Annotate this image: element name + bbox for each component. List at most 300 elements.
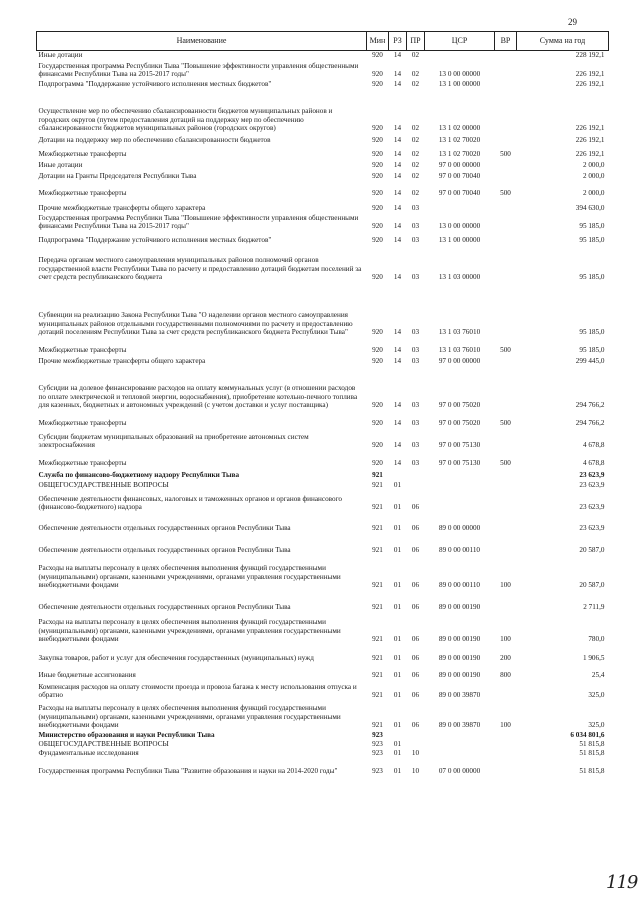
cell-pr: 06 bbox=[411, 581, 420, 590]
cell-min: 920 bbox=[372, 419, 383, 428]
cell-vr bbox=[495, 758, 517, 776]
cell-pr: 02 bbox=[411, 51, 420, 60]
table-row bbox=[37, 590, 609, 612]
table-row bbox=[37, 512, 609, 533]
cell-sum: 228 192,1 bbox=[575, 51, 605, 60]
handwritten-page-mark: 119 bbox=[606, 872, 638, 893]
table-row bbox=[37, 644, 609, 663]
cell-rz: 14 bbox=[393, 172, 402, 181]
cell-vr bbox=[495, 366, 517, 410]
cell-name: Прочие межбюджетные трансферты общего характера bbox=[38, 204, 206, 213]
cell-pr: 06 bbox=[411, 654, 420, 663]
cell-name: Министерство образования и науки Республики Тыва bbox=[38, 731, 215, 740]
cell-min: 920 bbox=[372, 189, 383, 198]
cell-name: Расходы на выплаты персоналу в целях обеспечения выполнения функций государственными (муниципальными) органами, казенными учреждениями, органами управления государственными внебюджетными фондами bbox=[38, 564, 341, 590]
cell-min: 921 bbox=[372, 481, 383, 490]
cell-csr: 97 0 00 75130 bbox=[438, 459, 481, 468]
cell-sum: 25,4 bbox=[591, 671, 605, 680]
cell-min: 920 bbox=[372, 328, 383, 337]
cell-csr bbox=[425, 490, 495, 512]
cell-rz: 01 bbox=[393, 603, 402, 612]
cell-rz: 14 bbox=[393, 236, 402, 245]
cell-min: 921 bbox=[372, 671, 383, 680]
cell-csr bbox=[425, 468, 495, 480]
cell-min: 921 bbox=[372, 581, 383, 590]
cell-sum: 51 815,8 bbox=[579, 767, 605, 776]
cell-csr: 97 0 00 75020 bbox=[438, 401, 481, 410]
table-row bbox=[37, 181, 609, 198]
cell-csr bbox=[425, 730, 495, 740]
cell-name: Передача органам местного самоуправления муниципальных районов полномочий органов государственной власти Республики Тыва по расчету и предоставлению дотаций бюджетам поселений за счет средств республиканского бюджета bbox=[38, 256, 362, 282]
cell-vr bbox=[495, 198, 517, 213]
cell-pr: 03 bbox=[411, 273, 420, 282]
cell-pr: 03 bbox=[411, 459, 420, 468]
table-row bbox=[37, 51, 609, 60]
cell-csr: 13 1 00 00000 bbox=[438, 80, 481, 89]
cell-name: Подпрограмма "Поддержание устойчивого исполнения местных бюджетов" bbox=[38, 236, 272, 245]
cell-sum: 51 815,8 bbox=[579, 749, 605, 758]
cell-sum: 20 587,0 bbox=[579, 546, 605, 555]
cell-sum: 226 192,1 bbox=[575, 80, 605, 89]
cell-sum: 325,0 bbox=[588, 721, 605, 730]
table-row bbox=[37, 758, 609, 776]
table-row bbox=[37, 89, 609, 133]
cell-name: Иные бюджетные ассигнования bbox=[38, 671, 136, 680]
cell-csr: 97 0 00 75130 bbox=[438, 441, 481, 450]
cell-csr: 89 0 00 00190 bbox=[438, 603, 481, 612]
cell-csr: 13 1 03 76010 bbox=[438, 328, 481, 337]
cell-pr: 03 bbox=[411, 357, 420, 366]
cell-csr: 89 0 00 00000 bbox=[438, 524, 481, 533]
cell-rz: 01 bbox=[393, 767, 402, 776]
header-name: Наименование bbox=[37, 32, 367, 51]
cell-vr bbox=[495, 590, 517, 612]
cell-vr bbox=[495, 60, 517, 79]
cell-sum: 2 000,0 bbox=[582, 189, 605, 198]
cell-rz: 01 bbox=[393, 481, 402, 490]
cell-name: Обеспечение деятельности финансовых, налоговых и таможенных органов и органов финансового (финансово-бюджетного) надзора bbox=[38, 494, 342, 512]
cell-vr bbox=[495, 749, 517, 758]
table-row bbox=[37, 612, 609, 644]
table-row bbox=[37, 170, 609, 181]
table-row bbox=[37, 480, 609, 490]
cell-min: 920 bbox=[372, 161, 383, 170]
cell-vr: 100 bbox=[500, 581, 511, 590]
cell-csr: 97 0 00 75020 bbox=[438, 419, 481, 428]
cell-min: 920 bbox=[372, 357, 383, 366]
cell-csr: 97 0 00 00000 bbox=[438, 357, 481, 366]
table-row bbox=[37, 730, 609, 740]
cell-sum: 2 000,0 bbox=[582, 161, 605, 170]
cell-name: Субсидии на долевое финансирование расходов на оплату коммунальных услуг (в отношении расходов по оплате электрической и тепловой энергии, водоснабжения), приобретение котельно-печного топлива для казенных, бюджетных и автономных учреждений (с учетом доставки и услуг поставщика) bbox=[38, 384, 358, 410]
cell-min: 920 bbox=[372, 136, 383, 145]
table-row bbox=[37, 231, 609, 245]
cell-vr: 500 bbox=[500, 419, 511, 428]
cell-pr: 02 bbox=[411, 161, 420, 170]
cell-vr bbox=[495, 428, 517, 450]
cell-min: 921 bbox=[372, 524, 383, 533]
cell-pr: 06 bbox=[411, 524, 420, 533]
cell-min: 920 bbox=[372, 51, 383, 60]
cell-name: Субвенции на реализацию Закона Республики Тыва "О наделении органов местного самоуправления муниципальных районов отдельными государственными полномочиями по расчету и предоставлению дотаций поселениям Республики Тыва за счет средств республиканского бюджета Республики Тыва" bbox=[38, 311, 353, 337]
cell-csr: 13 0 00 00000 bbox=[438, 222, 481, 231]
cell-min: 923 bbox=[372, 731, 383, 740]
cell-vr: 500 bbox=[500, 346, 511, 355]
cell-pr: 02 bbox=[411, 150, 420, 159]
cell-sum: 394 630,0 bbox=[575, 204, 605, 213]
cell-rz: 01 bbox=[393, 740, 402, 749]
cell-min: 920 bbox=[372, 459, 383, 468]
cell-rz: 01 bbox=[393, 671, 402, 680]
cell-rz: 01 bbox=[393, 721, 402, 730]
table-row bbox=[37, 79, 609, 89]
table-row bbox=[37, 282, 609, 337]
cell-pr: 06 bbox=[411, 635, 420, 644]
cell-name: Обеспечение деятельности отдельных государственных органов Республики Тыва bbox=[38, 524, 291, 533]
table-row bbox=[37, 533, 609, 555]
cell-rz: 01 bbox=[393, 503, 402, 512]
cell-pr bbox=[407, 740, 425, 749]
cell-pr: 02 bbox=[411, 189, 420, 198]
cell-vr bbox=[495, 680, 517, 700]
cell-csr: 89 0 00 00110 bbox=[438, 546, 481, 555]
cell-sum: 2 000,0 bbox=[582, 172, 605, 181]
cell-csr: 13 1 03 00000 bbox=[438, 273, 481, 282]
cell-pr: 03 bbox=[411, 328, 420, 337]
cell-csr: 97 0 00 00000 bbox=[438, 161, 481, 170]
cell-rz: 14 bbox=[393, 401, 402, 410]
cell-sum: 226 192,1 bbox=[575, 136, 605, 145]
cell-vr bbox=[495, 79, 517, 89]
cell-name: Служба по финансово-бюджетному надзору Республики Тыва bbox=[38, 471, 240, 480]
cell-sum: 1 906,5 bbox=[582, 654, 605, 663]
cell-sum: 23 623,9 bbox=[579, 481, 605, 490]
cell-name: Дотации на поддержку мер по обеспечению сбалансированности бюджетов bbox=[38, 136, 271, 145]
cell-name: Осуществление мер по обеспечению сбалансированности бюджетов муниципальных районов и городских округов (путем предоставления дотаций на поддержку мер по обеспечению сбалансированности бюджетов муниципальных районов (городских округов) bbox=[38, 107, 333, 133]
cell-pr: 06 bbox=[411, 691, 420, 700]
cell-sum: 95 185,0 bbox=[579, 222, 605, 231]
cell-rz: 14 bbox=[393, 328, 402, 337]
cell-name: Государственная программа Республики Тыва "Повышение эффективности управления общественными финансами Республики Тыва на 2015-2017 годы" bbox=[38, 213, 359, 231]
cell-min: 921 bbox=[372, 546, 383, 555]
cell-vr bbox=[495, 468, 517, 480]
cell-min: 923 bbox=[372, 749, 383, 758]
cell-name: Субсидии бюджетам муниципальных образований на приобретение автономных систем электроснабжения bbox=[38, 432, 309, 450]
cell-rz: 14 bbox=[393, 357, 402, 366]
cell-min: 921 bbox=[372, 691, 383, 700]
header-vr: ВР bbox=[495, 32, 517, 51]
budget-table bbox=[36, 31, 609, 776]
table-row bbox=[37, 663, 609, 680]
table-row bbox=[37, 133, 609, 145]
cell-pr: 03 bbox=[411, 419, 420, 428]
cell-min: 920 bbox=[372, 441, 383, 450]
cell-pr: 06 bbox=[411, 503, 420, 512]
cell-min: 920 bbox=[372, 150, 383, 159]
cell-min: 920 bbox=[372, 80, 383, 89]
cell-csr: 97 0 00 70040 bbox=[438, 189, 481, 198]
cell-rz: 01 bbox=[393, 654, 402, 663]
cell-min: 921 bbox=[372, 635, 383, 644]
cell-csr bbox=[425, 740, 495, 749]
table-row bbox=[37, 749, 609, 758]
cell-sum: 325,0 bbox=[588, 691, 605, 700]
cell-min: 920 bbox=[372, 204, 383, 213]
cell-sum: 4 678,8 bbox=[582, 459, 605, 468]
cell-name: Обеспечение деятельности отдельных государственных органов Республики Тыва bbox=[38, 546, 291, 555]
cell-sum: 95 185,0 bbox=[579, 346, 605, 355]
cell-name: Государственная программа Республики Тыва "Повышение эффективности управления общественными финансами Республики Тыва на 2015-2017 годы" bbox=[38, 61, 359, 79]
table-row bbox=[37, 410, 609, 428]
table-row bbox=[37, 198, 609, 213]
cell-csr: 13 1 02 70020 bbox=[438, 150, 481, 159]
cell-rz: 01 bbox=[393, 581, 402, 590]
cell-rz: 01 bbox=[393, 524, 402, 533]
cell-csr: 89 0 00 39870 bbox=[438, 691, 481, 700]
cell-vr bbox=[495, 282, 517, 337]
cell-pr: 02 bbox=[411, 80, 420, 89]
table-row bbox=[37, 245, 609, 282]
cell-pr: 06 bbox=[411, 603, 420, 612]
cell-csr bbox=[425, 198, 495, 213]
cell-csr: 89 0 00 00110 bbox=[438, 581, 481, 590]
cell-sum: 226 192,1 bbox=[575, 124, 605, 133]
cell-sum: 299 445,0 bbox=[575, 357, 605, 366]
cell-csr: 89 0 00 00190 bbox=[438, 635, 481, 644]
cell-vr: 500 bbox=[500, 189, 511, 198]
table-row bbox=[37, 450, 609, 468]
cell-sum: 294 766,2 bbox=[575, 419, 605, 428]
cell-rz: 01 bbox=[393, 546, 402, 555]
cell-sum: 6 034 801,6 bbox=[570, 731, 605, 740]
cell-min: 920 bbox=[372, 222, 383, 231]
cell-rz: 14 bbox=[393, 441, 402, 450]
cell-vr: 100 bbox=[500, 721, 511, 730]
cell-rz: 01 bbox=[393, 749, 402, 758]
cell-rz: 01 bbox=[393, 691, 402, 700]
cell-name: Межбюджетные трансферты bbox=[38, 459, 127, 468]
table-row bbox=[37, 337, 609, 355]
cell-pr: 03 bbox=[411, 441, 420, 450]
cell-name: Дотации на Гранты Председателя Республики Тыва bbox=[38, 172, 197, 181]
cell-rz bbox=[389, 468, 407, 480]
cell-sum: 23 623,9 bbox=[579, 471, 605, 480]
cell-pr bbox=[407, 480, 425, 490]
cell-sum: 780,0 bbox=[588, 635, 605, 644]
cell-vr bbox=[495, 355, 517, 366]
cell-sum: 20 587,0 bbox=[579, 581, 605, 590]
cell-vr: 800 bbox=[500, 671, 511, 680]
cell-pr: 10 bbox=[411, 767, 420, 776]
cell-name: Межбюджетные трансферты bbox=[38, 150, 127, 159]
cell-vr bbox=[495, 245, 517, 282]
table-row bbox=[37, 490, 609, 512]
cell-name: ОБЩЕГОСУДАРСТВЕННЫЕ ВОПРОСЫ bbox=[38, 740, 169, 749]
cell-rz: 14 bbox=[393, 161, 402, 170]
table-row bbox=[37, 159, 609, 170]
cell-min: 920 bbox=[372, 172, 383, 181]
cell-pr: 03 bbox=[411, 401, 420, 410]
cell-csr: 89 0 00 39870 bbox=[438, 721, 481, 730]
header-sum: Сумма на год bbox=[517, 32, 609, 51]
cell-csr: 97 0 00 70040 bbox=[438, 172, 481, 181]
table-row bbox=[37, 680, 609, 700]
cell-vr bbox=[495, 512, 517, 533]
cell-pr: 03 bbox=[411, 346, 420, 355]
table-row bbox=[37, 468, 609, 480]
cell-csr: 07 0 00 00000 bbox=[438, 767, 481, 776]
cell-rz: 14 bbox=[393, 136, 402, 145]
cell-sum: 23 623,9 bbox=[579, 524, 605, 533]
cell-pr: 02 bbox=[411, 70, 420, 79]
cell-vr bbox=[495, 231, 517, 245]
cell-sum: 4 678,8 bbox=[582, 441, 605, 450]
cell-name: Иные дотации bbox=[38, 161, 83, 170]
table-row bbox=[37, 60, 609, 79]
cell-rz: 14 bbox=[393, 150, 402, 159]
table-row bbox=[37, 428, 609, 450]
cell-csr: 89 0 00 00190 bbox=[438, 671, 481, 680]
cell-pr bbox=[407, 730, 425, 740]
cell-pr: 03 bbox=[411, 222, 420, 231]
cell-csr bbox=[425, 51, 495, 60]
header-pr: ПР bbox=[407, 32, 425, 51]
cell-min: 920 bbox=[372, 401, 383, 410]
cell-csr: 13 0 00 00000 bbox=[438, 70, 481, 79]
header-rz: РЗ bbox=[389, 32, 407, 51]
cell-rz: 14 bbox=[393, 222, 402, 231]
cell-min: 923 bbox=[372, 740, 383, 749]
cell-min: 921 bbox=[372, 603, 383, 612]
table-row bbox=[37, 740, 609, 749]
cell-name: Межбюджетные трансферты bbox=[38, 346, 127, 355]
cell-csr: 13 1 02 70020 bbox=[438, 136, 481, 145]
header-csr: ЦСР bbox=[425, 32, 495, 51]
cell-sum: 23 623,9 bbox=[579, 503, 605, 512]
cell-vr bbox=[495, 490, 517, 512]
cell-name: Иные дотации bbox=[38, 51, 83, 60]
cell-vr bbox=[495, 480, 517, 490]
header-min: Мин bbox=[367, 32, 389, 51]
cell-min: 921 bbox=[372, 471, 383, 480]
cell-pr: 06 bbox=[411, 671, 420, 680]
cell-rz: 01 bbox=[393, 635, 402, 644]
table-header-row bbox=[37, 32, 609, 51]
cell-vr bbox=[495, 51, 517, 60]
cell-csr: 13 1 00 00000 bbox=[438, 236, 481, 245]
cell-rz: 14 bbox=[393, 273, 402, 282]
cell-sum: 294 766,2 bbox=[575, 401, 605, 410]
cell-rz: 14 bbox=[393, 124, 402, 133]
cell-sum: 95 185,0 bbox=[579, 236, 605, 245]
cell-pr: 06 bbox=[411, 546, 420, 555]
cell-sum: 226 192,1 bbox=[575, 150, 605, 159]
cell-name: Подпрограмма "Поддержание устойчивого исполнения местных бюджетов" bbox=[38, 80, 272, 89]
cell-vr bbox=[495, 133, 517, 145]
table-row bbox=[37, 213, 609, 231]
cell-vr: 200 bbox=[500, 654, 511, 663]
cell-sum: 2 711,9 bbox=[583, 603, 605, 612]
cell-rz: 14 bbox=[393, 204, 402, 213]
cell-rz: 14 bbox=[393, 70, 402, 79]
cell-vr: 500 bbox=[500, 150, 511, 159]
cell-name: Расходы на выплаты персоналу в целях обеспечения выполнения функций государственными (муниципальными) органами, казенными учреждениями, органами управления государственными внебюджетными фондами bbox=[38, 618, 341, 644]
cell-vr: 500 bbox=[500, 459, 511, 468]
table-body bbox=[37, 51, 609, 776]
cell-sum: 95 185,0 bbox=[579, 328, 605, 337]
cell-pr: 02 bbox=[411, 136, 420, 145]
cell-pr: 06 bbox=[411, 721, 420, 730]
table-row bbox=[37, 555, 609, 590]
page-number: 29 bbox=[568, 17, 577, 27]
cell-pr: 03 bbox=[411, 236, 420, 245]
cell-min: 920 bbox=[372, 70, 383, 79]
cell-name: ОБЩЕГОСУДАРСТВЕННЫЕ ВОПРОСЫ bbox=[38, 481, 169, 490]
cell-rz: 14 bbox=[393, 346, 402, 355]
cell-vr bbox=[495, 170, 517, 181]
cell-name: Компенсация расходов на оплату стоимости проезда и провоза багажа к месту использования отпуска и обратно bbox=[38, 682, 357, 700]
cell-pr: 10 bbox=[411, 749, 420, 758]
cell-name: Закупка товаров, работ и услуг для обеспечения государственных (муниципальных) нужд bbox=[38, 654, 314, 663]
cell-rz: 14 bbox=[393, 80, 402, 89]
cell-min: 921 bbox=[372, 721, 383, 730]
cell-min: 923 bbox=[372, 767, 383, 776]
cell-sum: 51 815,8 bbox=[579, 740, 605, 749]
cell-min: 921 bbox=[372, 654, 383, 663]
table-row bbox=[37, 366, 609, 410]
cell-min: 920 bbox=[372, 236, 383, 245]
cell-csr: 89 0 00 00190 bbox=[438, 654, 481, 663]
cell-vr: 100 bbox=[500, 635, 511, 644]
cell-sum: 95 185,0 bbox=[579, 273, 605, 282]
cell-min: 920 bbox=[372, 124, 383, 133]
cell-name: Обеспечение деятельности отдельных государственных органов Республики Тыва bbox=[38, 603, 291, 612]
cell-name: Межбюджетные трансферты bbox=[38, 419, 127, 428]
cell-csr bbox=[425, 749, 495, 758]
cell-pr: 02 bbox=[411, 124, 420, 133]
cell-name: Фундаментальные исследования bbox=[38, 749, 139, 758]
cell-pr bbox=[407, 468, 425, 480]
cell-vr bbox=[495, 730, 517, 740]
table-row bbox=[37, 145, 609, 159]
cell-min: 920 bbox=[372, 273, 383, 282]
cell-name: Прочие межбюджетные трансферты общего характера bbox=[38, 357, 206, 366]
cell-rz: 14 bbox=[393, 419, 402, 428]
cell-rz: 14 bbox=[393, 459, 402, 468]
cell-sum: 226 192,1 bbox=[575, 70, 605, 79]
table-row bbox=[37, 355, 609, 366]
cell-rz: 14 bbox=[393, 51, 402, 60]
cell-min: 920 bbox=[372, 346, 383, 355]
cell-rz: 14 bbox=[393, 189, 402, 198]
table-row bbox=[37, 700, 609, 730]
cell-vr bbox=[495, 159, 517, 170]
cell-name: Межбюджетные трансферты bbox=[38, 189, 127, 198]
cell-vr bbox=[495, 740, 517, 749]
cell-csr bbox=[425, 480, 495, 490]
cell-vr bbox=[495, 533, 517, 555]
cell-min: 921 bbox=[372, 503, 383, 512]
cell-csr: 13 1 03 76010 bbox=[438, 346, 481, 355]
cell-vr bbox=[495, 89, 517, 133]
cell-vr bbox=[495, 213, 517, 231]
cell-csr: 13 1 02 00000 bbox=[438, 124, 481, 133]
cell-rz bbox=[389, 730, 407, 740]
cell-name: Государственная программа Республики Тыва "Развитие образования и науки на 2014-2020 годы" bbox=[38, 767, 338, 776]
cell-pr: 02 bbox=[411, 172, 420, 181]
cell-name: Расходы на выплаты персоналу в целях обеспечения выполнения функций государственными (муниципальными) органами, казенными учреждениями, органами управления государственными внебюджетными фондами bbox=[38, 704, 341, 730]
cell-pr: 03 bbox=[411, 204, 420, 213]
